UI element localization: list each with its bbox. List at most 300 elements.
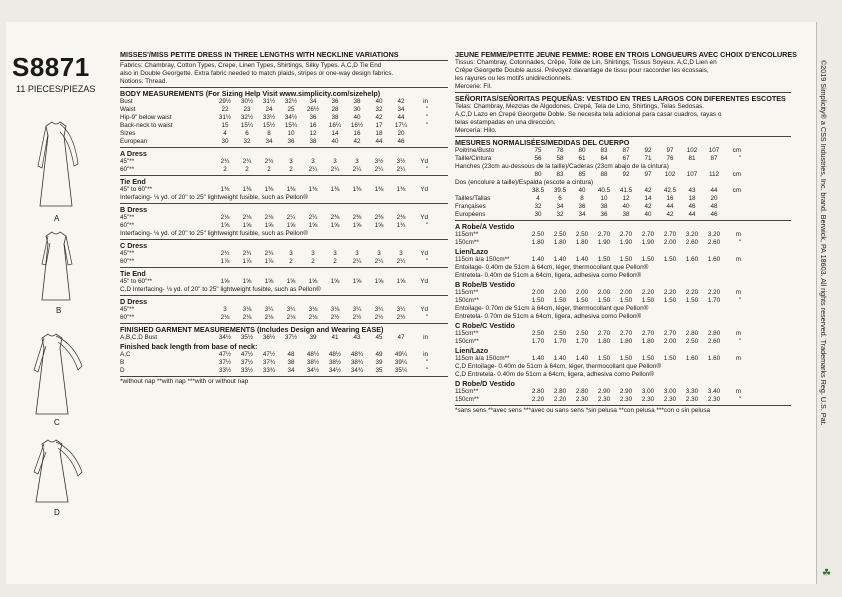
- cell-value: 2: [223, 166, 227, 173]
- unit-label: Yd: [420, 278, 428, 285]
- cell-value: 38: [353, 98, 361, 105]
- cell-value: 1⅝: [242, 278, 252, 285]
- table-row: [120, 334, 428, 342]
- row-label: 60"**: [120, 222, 135, 229]
- unit-label: in: [423, 334, 428, 341]
- table-row: [455, 155, 741, 163]
- cell-value: 85: [578, 171, 586, 178]
- row-label: 45"**: [120, 214, 135, 221]
- cell-value: 1⅜: [286, 186, 296, 193]
- cell-value: 2.80: [685, 330, 699, 337]
- back-length-title: Finished back length from base of neck:: [120, 342, 258, 351]
- metric-yardage-table: [455, 355, 741, 363]
- cell-value: 81: [688, 155, 696, 162]
- cell-value: 38: [331, 114, 339, 121]
- cell-value: 1.50: [619, 355, 633, 362]
- cell-value: 2.30: [685, 396, 699, 403]
- cell-value: 24: [265, 106, 273, 113]
- cell-value: 2¼: [330, 166, 340, 173]
- cell-value: 42: [397, 98, 405, 105]
- cell-value: 36: [309, 114, 317, 121]
- cell-value: 2.80: [575, 388, 589, 395]
- unit-label: ": [425, 258, 428, 265]
- cell-value: 32½: [240, 114, 254, 121]
- cell-value: 2.00: [531, 289, 545, 296]
- unit-label: ": [425, 222, 428, 229]
- metric-yardage-table: [455, 388, 741, 404]
- row-label: Waist: [120, 106, 136, 113]
- row-label: Bust: [120, 98, 133, 105]
- cell-value: 1⅜: [220, 186, 230, 193]
- finished-bust-table: [120, 334, 428, 342]
- cell-value: 34½: [328, 367, 342, 374]
- spacer: [455, 171, 527, 179]
- yardage-table: [120, 250, 428, 266]
- cell-value: 42: [644, 203, 652, 210]
- cell-value: 76: [666, 155, 674, 162]
- cell-value: 38½: [306, 359, 320, 366]
- unit-label: m: [735, 256, 741, 263]
- cell-value: 3.20: [685, 231, 699, 238]
- cell-value: 8: [580, 195, 584, 202]
- row-label: 150cm**: [455, 297, 479, 304]
- cell-value: 23: [243, 106, 251, 113]
- cell-value: 2⅛: [264, 314, 274, 321]
- cell-value: 97: [644, 171, 652, 178]
- cell-value: 2.30: [597, 396, 611, 403]
- cell-value: 1.90: [641, 239, 655, 246]
- cell-value: 29½: [218, 98, 232, 105]
- metric-body-table: [455, 147, 741, 163]
- view-d-label: D: [54, 508, 60, 517]
- interfacing-note: C,D Interfacing- ⅛ yd. of 20" to 25" lightweight fusible, such as Pellon®: [120, 286, 321, 293]
- table-row: [455, 289, 741, 297]
- cell-value: 38½: [328, 359, 342, 366]
- cell-value: 1.50: [619, 256, 633, 263]
- interfacing-note: Entretela- 0.70m de 51cm a 64cm, ligera, adhesiva como Pellon®: [455, 313, 642, 320]
- cell-value: 1.50: [531, 297, 545, 304]
- cell-value: 1.40: [531, 256, 545, 263]
- cell-value: 40.5: [597, 187, 611, 194]
- cell-value: 1⅝: [352, 222, 362, 229]
- cell-value: 34: [578, 211, 586, 218]
- cell-value: 1.60: [685, 256, 699, 263]
- unit-label: ": [738, 239, 741, 246]
- cell-value: 1⅜: [330, 186, 340, 193]
- cell-value: 1.50: [641, 297, 655, 304]
- cell-value: 107: [686, 171, 698, 178]
- cell-value: 36: [287, 138, 295, 145]
- cell-value: 32: [534, 203, 542, 210]
- cell-value: 2.60: [685, 239, 699, 246]
- cell-value: 2.50: [553, 231, 567, 238]
- cell-value: 2.50: [575, 231, 589, 238]
- cell-value: 1.70: [575, 338, 589, 345]
- cell-value: 48: [710, 203, 718, 210]
- unit-label: ": [425, 106, 428, 113]
- divider: [120, 87, 448, 88]
- cell-value: 3: [289, 250, 293, 257]
- view-b-label: B: [56, 306, 62, 315]
- cell-value: 2: [245, 166, 249, 173]
- cell-value: 3¼: [286, 306, 296, 313]
- cell-value: 80: [534, 171, 542, 178]
- cell-value: 1.70: [531, 338, 545, 345]
- cell-value: 1⅝: [264, 278, 274, 285]
- table-row: [120, 367, 428, 375]
- cell-value: 1⅝: [286, 278, 296, 285]
- cell-value: 2.50: [553, 330, 567, 337]
- unit-label: ": [425, 367, 428, 374]
- cell-value: 3: [355, 158, 359, 165]
- cell-value: 42.5: [663, 187, 677, 194]
- cell-value: 2¾: [220, 158, 230, 165]
- cell-value: 2.50: [575, 330, 589, 337]
- table-row: [455, 195, 725, 203]
- row-label: 115cm à/a 150cm**: [455, 355, 510, 362]
- cell-value: 32: [243, 138, 251, 145]
- cell-value: 35: [375, 367, 383, 374]
- row-label: B: [120, 359, 125, 366]
- cell-value: 48¾: [350, 351, 364, 358]
- cell-value: 2¼: [286, 214, 296, 221]
- table-row: [120, 158, 428, 166]
- cell-value: 47½: [218, 351, 232, 358]
- cell-value: 2.30: [707, 396, 721, 403]
- table-row: [120, 186, 428, 194]
- cell-value: 49¼: [394, 351, 408, 358]
- cell-value: 32: [556, 211, 564, 218]
- dos-label: Dos (encolure à taille)/Espalda (escote a cintura): [455, 179, 594, 186]
- cell-value: 28: [331, 106, 339, 113]
- section-title: Tie End: [120, 177, 146, 186]
- piece-count: 11 PIECES/PIEZAS: [16, 84, 96, 94]
- table-row: [120, 106, 428, 114]
- table-row: [120, 359, 428, 367]
- cell-value: 1⅞: [264, 258, 274, 265]
- cell-value: 1.60: [707, 256, 721, 263]
- cell-value: 1⅜: [308, 186, 318, 193]
- cell-value: 3⅛: [242, 306, 252, 313]
- row-label: Hip-9" below waist: [120, 114, 172, 121]
- cell-value: 4: [223, 130, 227, 137]
- cell-value: 2.70: [641, 231, 655, 238]
- cell-value: 87: [622, 147, 630, 154]
- cell-value: 40: [644, 211, 652, 218]
- cell-value: 42: [353, 138, 361, 145]
- cell-value: 36: [600, 211, 608, 218]
- cell-value: 35½: [240, 334, 254, 341]
- cell-value: 6: [558, 195, 562, 202]
- cell-value: 2.60: [707, 239, 721, 246]
- cell-value: 16½: [350, 122, 364, 129]
- cell-value: 1.50: [575, 297, 589, 304]
- cell-value: 2⅛: [264, 214, 274, 221]
- cell-value: 1.50: [597, 355, 611, 362]
- cell-value: 2¼: [352, 166, 362, 173]
- shamrock-icon: ☘: [822, 568, 831, 579]
- cell-value: 83: [556, 171, 564, 178]
- view-a-label: A: [54, 214, 60, 223]
- cell-value: 1.50: [663, 355, 677, 362]
- english-column: [120, 50, 448, 386]
- cell-value: 1.80: [575, 239, 589, 246]
- unit-label: m: [735, 231, 741, 238]
- cell-value: 42: [666, 211, 674, 218]
- cell-value: 15¾: [284, 122, 298, 129]
- row-label: 115cm**: [455, 289, 479, 296]
- cell-value: 2¾: [264, 158, 274, 165]
- interfacing-note: Entoilage- 0.40m de 51cm à 64cm, léger, thermocollant que Pellon®: [455, 264, 649, 271]
- table-row: [455, 147, 741, 155]
- table-row: [455, 330, 741, 338]
- cell-value: 3: [289, 158, 293, 165]
- cell-value: 2¼: [374, 258, 384, 265]
- unit-label: ": [425, 114, 428, 121]
- row-label: 150cm**: [455, 396, 479, 403]
- hanches-label: Hanches (23cm au-dessous de la taille)/Caderas (23cm abajo de la cintura): [455, 163, 669, 170]
- cell-value: 67: [622, 155, 630, 162]
- cell-value: 75: [534, 147, 542, 154]
- row-label: Poitrine/Busto: [455, 147, 495, 154]
- cell-value: 1.80: [531, 239, 545, 246]
- cell-value: 49: [375, 351, 383, 358]
- row-label: 45" to 60"**: [120, 186, 153, 193]
- cell-value: 4: [536, 195, 540, 202]
- merceria: Mercería: Hilo.: [455, 127, 497, 134]
- cell-value: 1⅝: [374, 222, 384, 229]
- cell-value: 26½: [306, 106, 320, 113]
- cell-value: 3½: [396, 158, 406, 165]
- cell-value: 17: [375, 122, 383, 129]
- cell-value: 37½: [218, 359, 232, 366]
- table-row: [455, 297, 741, 305]
- cell-value: 1⅜: [242, 186, 252, 193]
- yardage-table: [120, 158, 428, 174]
- cell-value: 2.90: [597, 388, 611, 395]
- row-label: European: [120, 138, 148, 145]
- cell-value: 2.20: [685, 289, 699, 296]
- cell-value: 14: [331, 130, 339, 137]
- row-label: 115cm**: [455, 330, 479, 337]
- view-c-drawing: [20, 330, 86, 418]
- cell-value: 42: [644, 187, 652, 194]
- cell-value: 16¼: [328, 122, 342, 129]
- cell-value: 44: [666, 203, 674, 210]
- cell-value: 2¼: [308, 166, 318, 173]
- cell-value: 80: [578, 147, 586, 154]
- cell-value: 1.80: [619, 338, 633, 345]
- row-label: 150cm**: [455, 338, 479, 345]
- section-title: D Robe/D Vestido: [455, 379, 515, 388]
- mercerie: Mercerie: Fil.: [455, 83, 492, 90]
- cell-value: 3.30: [685, 388, 699, 395]
- cell-value: 34: [265, 138, 273, 145]
- divider: [455, 92, 791, 93]
- unit-label: Yd: [420, 214, 428, 221]
- cell-value: 2.30: [641, 396, 655, 403]
- view-c-label: C: [54, 418, 60, 427]
- cell-value: 15½: [262, 122, 276, 129]
- cell-value: 1.40: [553, 256, 567, 263]
- table-row: [120, 258, 428, 266]
- unit-label: in: [423, 98, 428, 105]
- row-label: 60"**: [120, 166, 135, 173]
- french-title: JEUNE FEMME/PETITE JEUNE FEMME: ROBE EN TROIS LONGUEURS AVEC CHOIX D'ENCOLURES: [455, 50, 797, 59]
- cell-value: 2½: [374, 314, 384, 321]
- cell-value: 2⅜: [352, 214, 362, 221]
- table-row: [120, 114, 428, 122]
- cell-value: 2.20: [531, 396, 545, 403]
- cell-value: 1⅞: [220, 258, 230, 265]
- cell-value: 3.00: [663, 388, 677, 395]
- cell-value: 92: [644, 147, 652, 154]
- spanish-title: SEÑORITAS/SEÑORITAS PEQUEÑAS: VESTIDO EN TRES LARGOS CON DIFERENTES ESCOTES: [455, 94, 786, 103]
- metric-yardage-table: [455, 256, 741, 264]
- cell-value: 34: [309, 98, 317, 105]
- cell-value: 1⅝: [308, 278, 318, 285]
- cell-value: 107: [708, 147, 720, 154]
- telas-line-1: Telas: Chambray, Mezclas de Algodones, Crepé, Tela de Lino, Shirtings, Telas Sedosas.: [455, 103, 705, 110]
- cell-value: 1.50: [641, 355, 655, 362]
- cell-value: 88: [600, 171, 608, 178]
- finished-measurements-header: FINISHED GARMENT MEASUREMENTS (Includes Design and Wearing EASE): [120, 325, 384, 334]
- cell-value: 34½: [284, 114, 298, 121]
- table-row: [455, 203, 725, 211]
- cell-value: 112: [708, 171, 720, 178]
- cell-value: 37½: [284, 334, 298, 341]
- cell-value: 3: [333, 250, 337, 257]
- cell-value: 3: [333, 158, 337, 165]
- table-row: [455, 239, 741, 247]
- cell-value: 56: [534, 155, 542, 162]
- cell-value: 3¼: [374, 306, 384, 313]
- section-title: C Dress: [120, 241, 148, 250]
- cell-value: 36: [578, 203, 586, 210]
- cell-value: 3¼: [396, 306, 406, 313]
- table-row: [120, 166, 428, 174]
- cell-value: 40: [578, 187, 586, 194]
- cell-value: 30: [534, 211, 542, 218]
- cell-value: 3: [223, 306, 227, 313]
- row-label: D: [120, 367, 125, 374]
- notions: Notions: Thread.: [120, 78, 168, 85]
- cell-value: 44: [375, 138, 383, 145]
- unit-label: Yd: [420, 306, 428, 313]
- cell-value: 2.80: [553, 388, 567, 395]
- cell-value: 22: [221, 106, 229, 113]
- cell-value: 1.90: [597, 239, 611, 246]
- cell-value: 25: [287, 106, 295, 113]
- cell-value: 97: [666, 147, 674, 154]
- telas-line-3: telas estampadas en una dirección.: [455, 119, 556, 126]
- cell-value: 71: [644, 155, 652, 162]
- cell-value: 10: [287, 130, 295, 137]
- unit-label: ": [425, 359, 428, 366]
- cell-value: 38: [287, 359, 295, 366]
- cell-value: 2.00: [619, 289, 633, 296]
- divider: [455, 405, 791, 406]
- table-row: [120, 250, 428, 258]
- cell-value: 1⅝: [264, 222, 274, 229]
- table-row: [455, 256, 741, 264]
- cell-value: 38.5: [531, 187, 545, 194]
- metric-yardage-table: [455, 289, 741, 305]
- unit-label: cm: [732, 187, 741, 194]
- cell-value: 14: [644, 195, 652, 202]
- cell-value: 34½: [306, 367, 320, 374]
- cell-value: 20: [397, 130, 405, 137]
- divider: [120, 323, 448, 324]
- view-b-drawing: [30, 228, 86, 302]
- cell-value: 1⅝: [330, 278, 340, 285]
- row-label: Européens: [455, 211, 486, 218]
- interfacing-note: Entoilage- 0.70m de 51cm à 64cm, léger, thermocollant que Pellon®: [455, 305, 649, 312]
- cell-value: 2⅜: [374, 214, 384, 221]
- view-d-drawing: [20, 436, 86, 508]
- cell-value: 2: [333, 258, 337, 265]
- row-label: Tailles/Tallas: [455, 195, 491, 202]
- divider: [120, 295, 448, 296]
- divider: [455, 136, 791, 137]
- cell-value: 2.70: [641, 330, 655, 337]
- cell-value: 3.20: [707, 231, 721, 238]
- cell-value: 3⅛: [308, 306, 318, 313]
- cell-value: 48: [287, 351, 295, 358]
- cell-value: 32½: [284, 98, 298, 105]
- french-spanish-column: [455, 50, 797, 415]
- cell-value: 44: [710, 187, 718, 194]
- cell-value: 2⅜: [396, 214, 406, 221]
- table-row: [455, 388, 741, 396]
- cell-value: 1⅜: [264, 186, 274, 193]
- back-values-table: [455, 187, 741, 195]
- unit-label: ": [425, 166, 428, 173]
- table-row: [455, 231, 741, 239]
- section-title: A Robe/A Vestido: [455, 222, 515, 231]
- section-title: Lien/Lazo: [455, 346, 489, 355]
- cell-value: 3: [355, 250, 359, 257]
- section-title: B Dress: [120, 205, 148, 214]
- unit-label: m: [735, 355, 741, 362]
- cell-value: 1⅝: [242, 222, 252, 229]
- cell-value: 83: [600, 147, 608, 154]
- cell-value: 1.50: [553, 297, 567, 304]
- row-label: 45" to 60"**: [120, 278, 153, 285]
- cell-value: 34¾: [350, 367, 364, 374]
- metric-measurements-header: MESURES NORMALISÉES/MEDIDAS DEL CUERPO: [455, 138, 630, 147]
- cell-value: 36½: [262, 334, 276, 341]
- cell-value: 2.50: [531, 330, 545, 337]
- table-row: [120, 222, 428, 230]
- divider: [120, 376, 448, 377]
- cell-value: 1⅝: [330, 222, 340, 229]
- cell-value: 102: [686, 147, 698, 154]
- table-row: [455, 338, 741, 346]
- section-title: Lien/Lazo: [455, 247, 489, 256]
- cell-value: 1.90: [619, 239, 633, 246]
- yardage-sections: [120, 149, 448, 324]
- cell-value: 2.30: [575, 396, 589, 403]
- cell-value: 46: [710, 211, 718, 218]
- cell-value: 2¼: [374, 166, 384, 173]
- cell-value: 33½: [218, 367, 232, 374]
- unit-label: Yd: [420, 158, 428, 165]
- cell-value: 8: [267, 130, 271, 137]
- cell-value: 2¼: [396, 258, 406, 265]
- cell-value: 2.20: [663, 289, 677, 296]
- cell-value: 34: [397, 106, 405, 113]
